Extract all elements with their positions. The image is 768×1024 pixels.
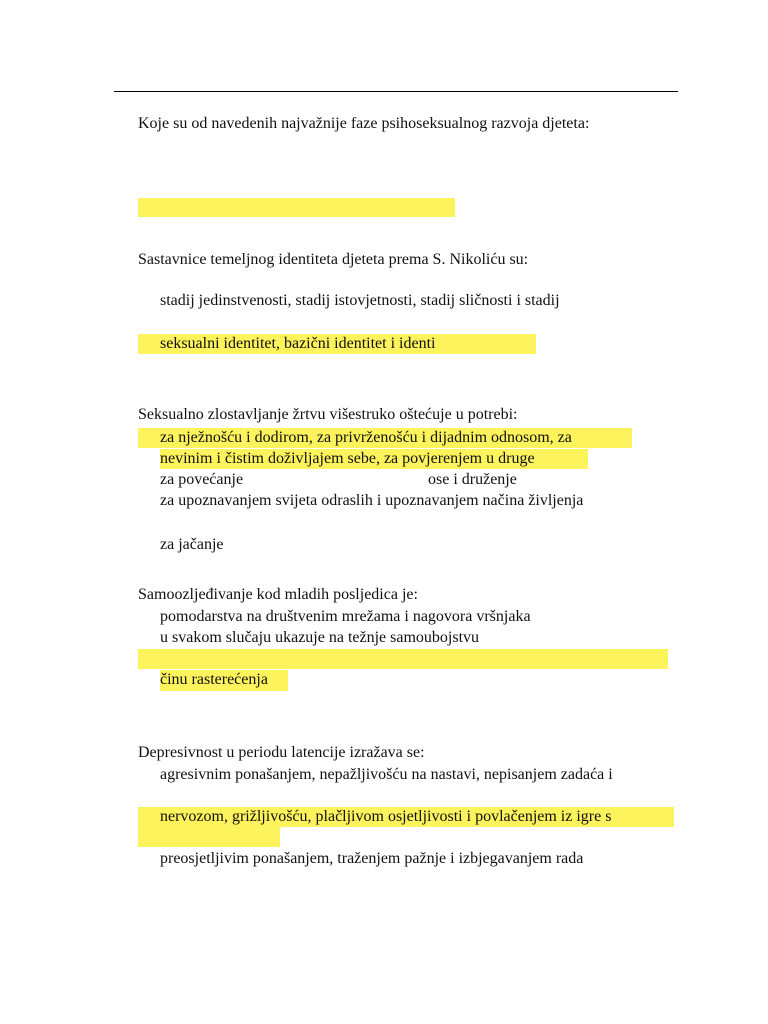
answer-4b: u svakom slučaju ukazuje na težnje samoubojstvu bbox=[160, 629, 480, 646]
question-1: Koje su od navedenih najvažnije faze psihoseksualnog razvoja djeteta: bbox=[138, 115, 590, 132]
answer-3d: za upoznavanjem svijeta odraslih i upoznavanjem načina življenja bbox=[160, 492, 584, 509]
answer-4c: činu rasterećenja bbox=[160, 671, 268, 688]
answer-5a: agresivnim ponašanjem, nepažljivošću na nastavi, nepisanjem zadaća i bbox=[160, 766, 613, 783]
answer-3c: za povećanje bbox=[160, 471, 244, 488]
question-2: Sastavnice temeljnog identiteta djeteta prema S. Nikoliću su: bbox=[138, 251, 529, 268]
answer-3e: za jačanje bbox=[160, 536, 224, 553]
answer-3a: za nježnošću i dodirom, za privrženošću i dijadnim odnosom, za bbox=[160, 429, 572, 446]
question-4: Samoozljeđivanje kod mladih posljedica je: bbox=[138, 586, 418, 603]
highlight-bar bbox=[138, 827, 280, 847]
answer-5b: nervozom, grižljivošću, plačljivom osjetljivosti i povlačenjem iz igre s bbox=[160, 808, 612, 825]
top-rule bbox=[114, 91, 678, 92]
answer-5c: preosjetljivim ponašanjem, traženjem pažnje i izbjegavanjem rada bbox=[160, 850, 584, 867]
highlight-bar bbox=[138, 198, 455, 217]
answer-2b: seksualni identitet, bazični identitet i identi bbox=[160, 335, 436, 352]
answer-4a: pomodarstva na društvenim mrežama i nagovora vršnjaka bbox=[160, 608, 531, 625]
answer-2a: stadij jedinstvenosti, stadij istovjetnosti, stadij sličnosti i stadij bbox=[160, 292, 560, 309]
question-3: Seksualno zlostavljanje žrtvu višestruko oštećuje u potrebi: bbox=[138, 406, 518, 423]
highlight-bar bbox=[138, 649, 668, 669]
answer-3c-tail: ose i druženje bbox=[428, 471, 517, 488]
answer-3b: nevinim i čistim doživljajem sebe, za povjerenjem u druge bbox=[160, 450, 535, 467]
question-5: Depresivnost u periodu latencije izražava se: bbox=[138, 744, 425, 761]
